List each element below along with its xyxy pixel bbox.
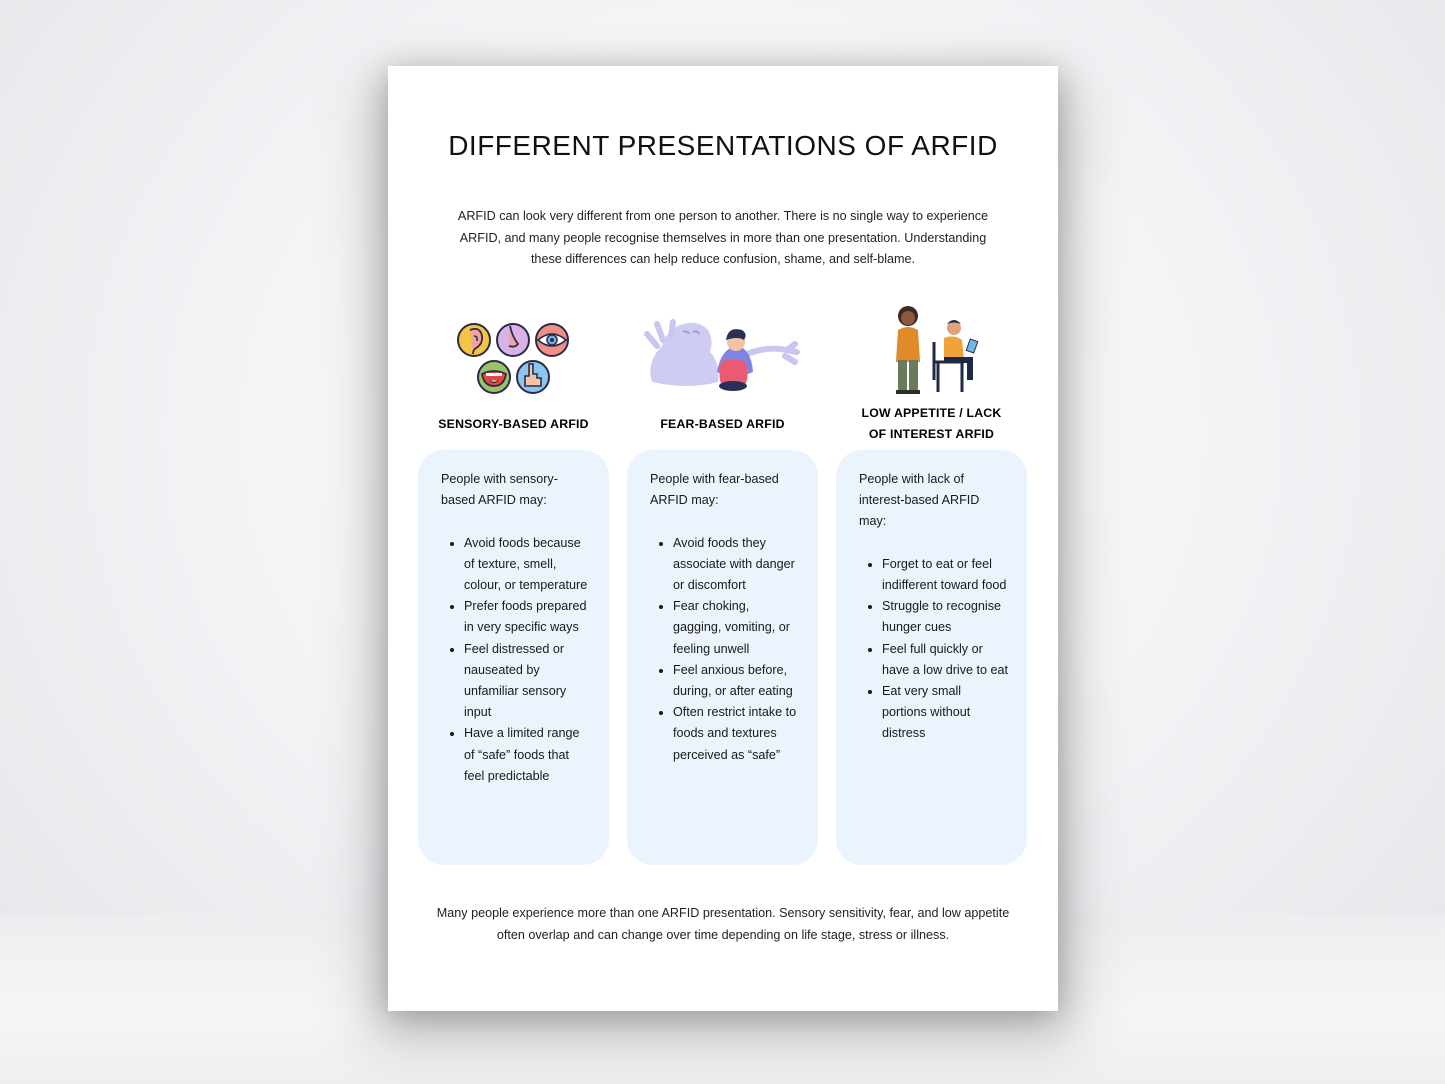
list-item: • Eat very small portions without distress: [882, 681, 1009, 745]
list-item: • Feel full quickly or have a low drive to eat: [882, 639, 1009, 681]
list-item: • Have a limited range of “safe” foods that feel predictable: [464, 723, 591, 787]
list-item: • Avoid foods because of texture, smell, colour, or temperature: [464, 533, 591, 597]
column-title-low-appetite: LOW APPETITE / LACK OF INTEREST ARFID: [861, 406, 1002, 441]
card-sensory: [418, 450, 609, 865]
column-title-fear: FEAR-BASED ARFID: [660, 417, 785, 431]
document-sheet: [388, 66, 1058, 1011]
list-item: • Forget to eat or feel indifferent toward food: [882, 554, 1009, 596]
card-lead: People with lack of interest-based ARFID may:: [859, 472, 980, 529]
list-item: • Struggle to recognise hunger cues: [882, 596, 1009, 638]
page-title: DIFFERENT PRESENTATIONS OF ARFID: [448, 130, 998, 161]
bullet-list: [859, 554, 1009, 745]
list-item: • Fear choking, gagging, vomiting, or feeling unwell: [673, 596, 800, 660]
footer-paragraph: Many people experience more than one ARFID presentation. Sensory sensitivity, fear, and low appetite often overlap and can change over time depending on life stage, stress or illness.: [436, 906, 1010, 942]
card-low-appetite: [836, 450, 1027, 865]
senses-icon: [418, 302, 609, 402]
list-item: • Feel distressed or nauseated by unfamiliar sensory input: [464, 639, 591, 724]
card-fear: [627, 450, 818, 865]
card-lead: People with fear-based ARFID may:: [650, 472, 779, 508]
column-title-sensory: SENSORY-BASED ARFID: [438, 417, 589, 431]
low-appetite-people-icon: [836, 302, 1027, 402]
bullet-list: [441, 533, 591, 787]
intro-paragraph: ARFID can look very different from one person to another. There is no single way to experience ARFID, and many people recognise themselves in more than one presentation. Understanding these differences can help reduce confusion, shame, and self-blame.: [457, 209, 989, 266]
list-item: • Prefer foods prepared in very specific ways: [464, 596, 591, 638]
list-item: • Often restrict intake to foods and textures perceived as “safe”: [673, 702, 800, 766]
fearful-person-icon: [627, 302, 818, 402]
bullet-list: [650, 533, 800, 766]
list-item: • Feel anxious before, during, or after eating: [673, 660, 800, 702]
list-item: • Avoid foods they associate with danger or discomfort: [673, 533, 800, 597]
card-lead: People with sensory-based ARFID may:: [441, 472, 558, 508]
